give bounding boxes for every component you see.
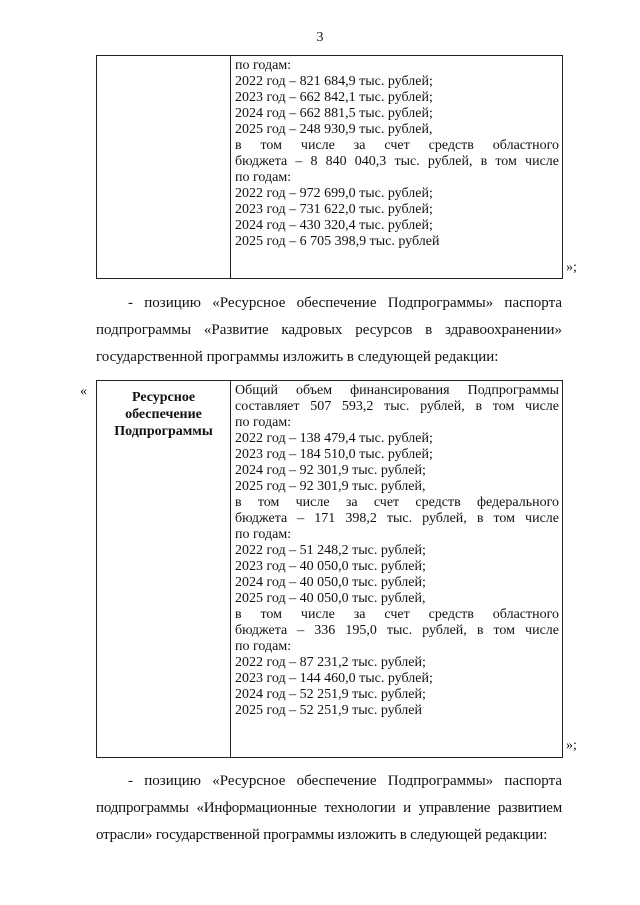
table1-line: 2025 год – 6 705 398,9 тыс. рублей: [235, 234, 440, 249]
table2-line: 2022 год – 138 479,4 тыс. рублей;: [235, 431, 433, 446]
table2-line: 2023 год – 40 050,0 тыс. рублей;: [235, 559, 426, 574]
table1-close-quote: »;: [566, 260, 577, 275]
table2-line: составляет 507 593,2 тыс. рублей, в том числе: [235, 399, 559, 414]
table1-line: 2023 год – 662 842,1 тыс. рублей;: [235, 90, 433, 105]
table2-line: по годам:: [235, 639, 292, 654]
table2-line: 2024 год – 40 050,0 тыс. рублей;: [235, 575, 426, 590]
table2-line: Общий объем финансирования Подпрограммы: [235, 383, 559, 398]
table1-line: 2024 год – 662 881,5 тыс. рублей;: [235, 106, 433, 121]
instruction-paragraph-2: [96, 768, 562, 849]
table2-line: 2024 год – 92 301,9 тыс. рублей;: [235, 463, 426, 478]
paragraph-line: - позицию «Ресурсное обеспечение Подпрограммы» паспорта: [128, 773, 562, 789]
paragraph-line: подпрограммы «Развитие кадровых ресурсов в здравоохранении»: [96, 322, 562, 338]
page-number: 3: [316, 30, 324, 45]
table2-open-quote: «: [80, 384, 87, 399]
table1-right-cell: [231, 56, 563, 279]
table1-line: по годам:: [235, 170, 292, 185]
label-line: обеспечение: [125, 407, 202, 422]
table1-line: 2025 год – 248 930,9 тыс. рублей,: [235, 122, 433, 137]
paragraph-line: - позицию «Ресурсное обеспечение Подпрограммы» паспорта: [128, 295, 562, 311]
table2-line: бюджета – 171 398,2 тыс. рублей, в том числе: [235, 511, 559, 526]
table1-left-cell: [97, 56, 231, 279]
table2-value-cell: [231, 381, 563, 758]
table2-label-cell: [97, 381, 231, 758]
table1-line: бюджета – 8 840 040,3 тыс. рублей, в том числе: [235, 154, 559, 169]
table1-line: 2022 год – 972 699,0 тыс. рублей;: [235, 186, 433, 201]
table2-line: 2023 год – 144 460,0 тыс. рублей;: [235, 671, 433, 686]
instruction-paragraph-1: [96, 290, 562, 371]
paragraph-line: отрасли» государственной программы изложить в следующей редакции:: [96, 827, 548, 843]
table1-line: по годам:: [235, 58, 292, 73]
paragraph-line: государственной программы изложить в следующей редакции:: [96, 349, 499, 365]
label-line: Ресурсное: [131, 390, 196, 405]
table2-line: по годам:: [235, 415, 292, 430]
table2-line: 2025 год – 92 301,9 тыс. рублей,: [235, 479, 426, 494]
table2-line: бюджета – 336 195,0 тыс. рублей, в том числе: [235, 623, 559, 638]
table1-line: в том числе за счет средств областного: [235, 138, 559, 153]
table1-line: 2022 год – 821 684,9 тыс. рублей;: [235, 74, 433, 89]
table2-line: 2022 год – 51 248,2 тыс. рублей;: [235, 543, 426, 558]
table2-line: 2025 год – 40 050,0 тыс. рублей,: [235, 591, 426, 606]
table2-line: в том числе за счет средств федерального: [235, 495, 559, 510]
table1-line: 2023 год – 731 622,0 тыс. рублей;: [235, 202, 433, 217]
table1-line: 2024 год – 430 320,4 тыс. рублей;: [235, 218, 433, 233]
table2-line: 2025 год – 52 251,9 тыс. рублей: [235, 703, 422, 718]
table2-line: 2024 год – 52 251,9 тыс. рублей;: [235, 687, 426, 702]
table2-line: по годам:: [235, 527, 292, 542]
label-line: Подпрограммы: [114, 424, 213, 439]
paragraph-line: подпрограммы «Информационные технологии и управление развитием: [96, 800, 562, 816]
table2-line: в том числе за счет средств областного: [235, 607, 559, 622]
table2-line: 2022 год – 87 231,2 тыс. рублей;: [235, 655, 426, 670]
table2-line: 2023 год – 184 510,0 тыс. рублей;: [235, 447, 433, 462]
resource-table: [96, 380, 563, 758]
table2-close-quote: »;: [566, 738, 577, 753]
resource-table-continued: [96, 55, 563, 279]
